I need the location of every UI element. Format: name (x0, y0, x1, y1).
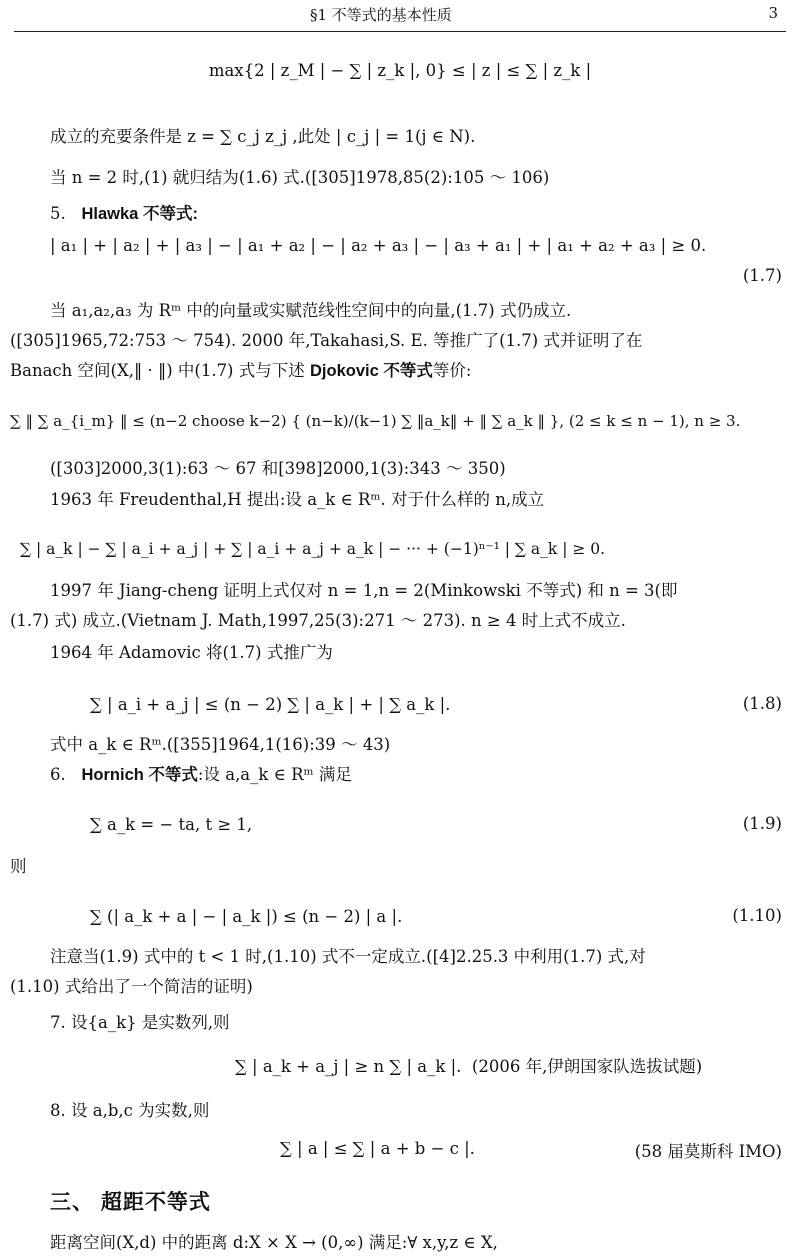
equation-1-8: ∑ | a_i + a_j | ≤ (n − 2) ∑ | a_k | + | ∑ a_k |. (90, 695, 451, 714)
hlawka-title: Hlawka 不等式: (81, 205, 198, 223)
section-heading-ultrametric: 三、 超距不等式 (50, 1191, 211, 1214)
equation-number-1-7: (1.7) (742, 266, 782, 285)
equation-freudenthal: ∑ | a_k | − ∑ | a_i + a_j | + ∑ | a_i + a_j + a_k | − ··· + (−1)ⁿ⁻¹ | ∑ a_k | ≥ 0. (20, 540, 606, 558)
equation-djokovic: ∑ ‖ ∑ a_{i_m} ‖ ≤ (n−2 choose k−2) { (n−k)/(k−1) ∑ ‖a_k‖ + ‖ ∑ a_k ‖ }, (2 ≤ k ≤ n − 1), n ≥ 3. (10, 412, 741, 430)
equation-1-7: | a₁ | + | a₂ | + | a₃ | − | a₁ + a₂ | − | a₂ + a₃ | − | a₃ + a₁ | + | a₁ + a₂ + a₃ | ≥ 0. (50, 236, 707, 255)
paragraph-refs: ([303]2000,3(1):63 ～ 67 和[398]2000,1(3):343 ～ 350) (50, 459, 506, 478)
paragraph-jiang-1: 1997 年 Jiang-cheng 证明上式仅对 n = 1,n = 2(Minkowski 不等式) 和 n = 3(即 (50, 581, 678, 600)
paragraph-metric-space: 距离空间(X,d) 中的距离 d:X × X → (0,∞) 满足:∀ x,y,z ∈ X, (50, 1233, 498, 1252)
item-5-heading: 5. Hlawka 不等式: (50, 204, 198, 223)
running-header (0, 4, 800, 26)
equation-1-10: ∑ (| a_k + a | − | a_k |) ≤ (n − 2) | a |. (90, 907, 403, 926)
paragraph-jiang-2: (1.7) 式) 成立.(Vietnam J. Math,1997,25(3):271 ～ 273). n ≥ 4 时上式不成立. (10, 611, 626, 630)
moscow-note: (58 届莫斯科 IMO) (634, 1142, 782, 1161)
header-rule (14, 31, 786, 32)
iran-note: (2006 年,伊朗国家队选拔试题) (471, 1057, 703, 1076)
item-8: 8. 设 a,b,c 为实数,则 (50, 1101, 210, 1120)
equation-number-1-10: (1.10) (732, 906, 782, 925)
paragraph-vectors-1: 当 a₁,a₂,a₃ 为 Rᵐ 中的向量或实赋范线性空间中的向量,(1.7) 式仍成立. (50, 301, 572, 320)
djokovic-title: Djokovic 不等式 (310, 362, 433, 380)
paragraph-vectors-3: Banach 空间(X,‖ · ‖) 中(1.7) 式与下述 Djokovic 不等式等价: (10, 361, 472, 380)
hornich-title: Hornich 不等式 (81, 766, 198, 784)
page-number: 3 (768, 4, 778, 22)
paragraph-vectors-2: ([305]1965,72:753 ～ 754). 2000 年,Takahasi,S. E. 等推广了(1.7) 式并证明了在 (10, 331, 643, 350)
paragraph-note-1: 注意当(1.9) 式中的 t < 1 时,(1.10) 式不一定成立.([4]2.25.3 中利用(1.7) 式,对 (50, 947, 646, 966)
header-title: §1 不等式的基本性质 (310, 6, 452, 24)
paragraph-where: 式中 a_k ∈ Rᵐ.([355]1964,1(16):39 ～ 43) (50, 735, 391, 754)
paragraph-then: 则 (10, 857, 27, 876)
paragraph-freudenthal: 1963 年 Freudenthal,H 提出:设 a_k ∈ Rᵐ. 对于什么样的 n,成立 (50, 490, 545, 509)
equation-number-1-8: (1.8) (742, 694, 782, 713)
paragraph-note-2: (1.10) 式给出了一个简洁的证明) (10, 977, 253, 996)
paragraph-condition: 成立的充要条件是 z = ∑ c_j z_j ,此处 | c_j | = 1(j ∈ N). (50, 127, 476, 146)
equation-max: max{2 | z_M | − ∑ | z_k |, 0} ≤ | z | ≤ ∑ | z_k | (208, 61, 592, 80)
paragraph-adamovic: 1964 年 Adamovic 将(1.7) 式推广为 (50, 643, 333, 662)
paragraph-n2: 当 n = 2 时,(1) 就归结为(1.6) 式.([305]1978,85(2):105 ～ 106) (50, 168, 550, 187)
equation-1-9: ∑ a_k = − ta, t ≥ 1, (90, 815, 253, 834)
equation-number-1-9: (1.9) (742, 814, 782, 833)
equation-iran: ∑ | a_k + a_j | ≥ n ∑ | a_k |. (2006 年,伊朗国家队选拔试题) (235, 1057, 703, 1076)
item-7: 7. 设{a_k} 是实数列,则 (50, 1013, 230, 1032)
item-6-heading: 6. Hornich 不等式:设 a,a_k ∈ Rᵐ 满足 (50, 765, 352, 784)
equation-moscow: ∑ | a | ≤ ∑ | a + b − c |. (280, 1139, 475, 1158)
